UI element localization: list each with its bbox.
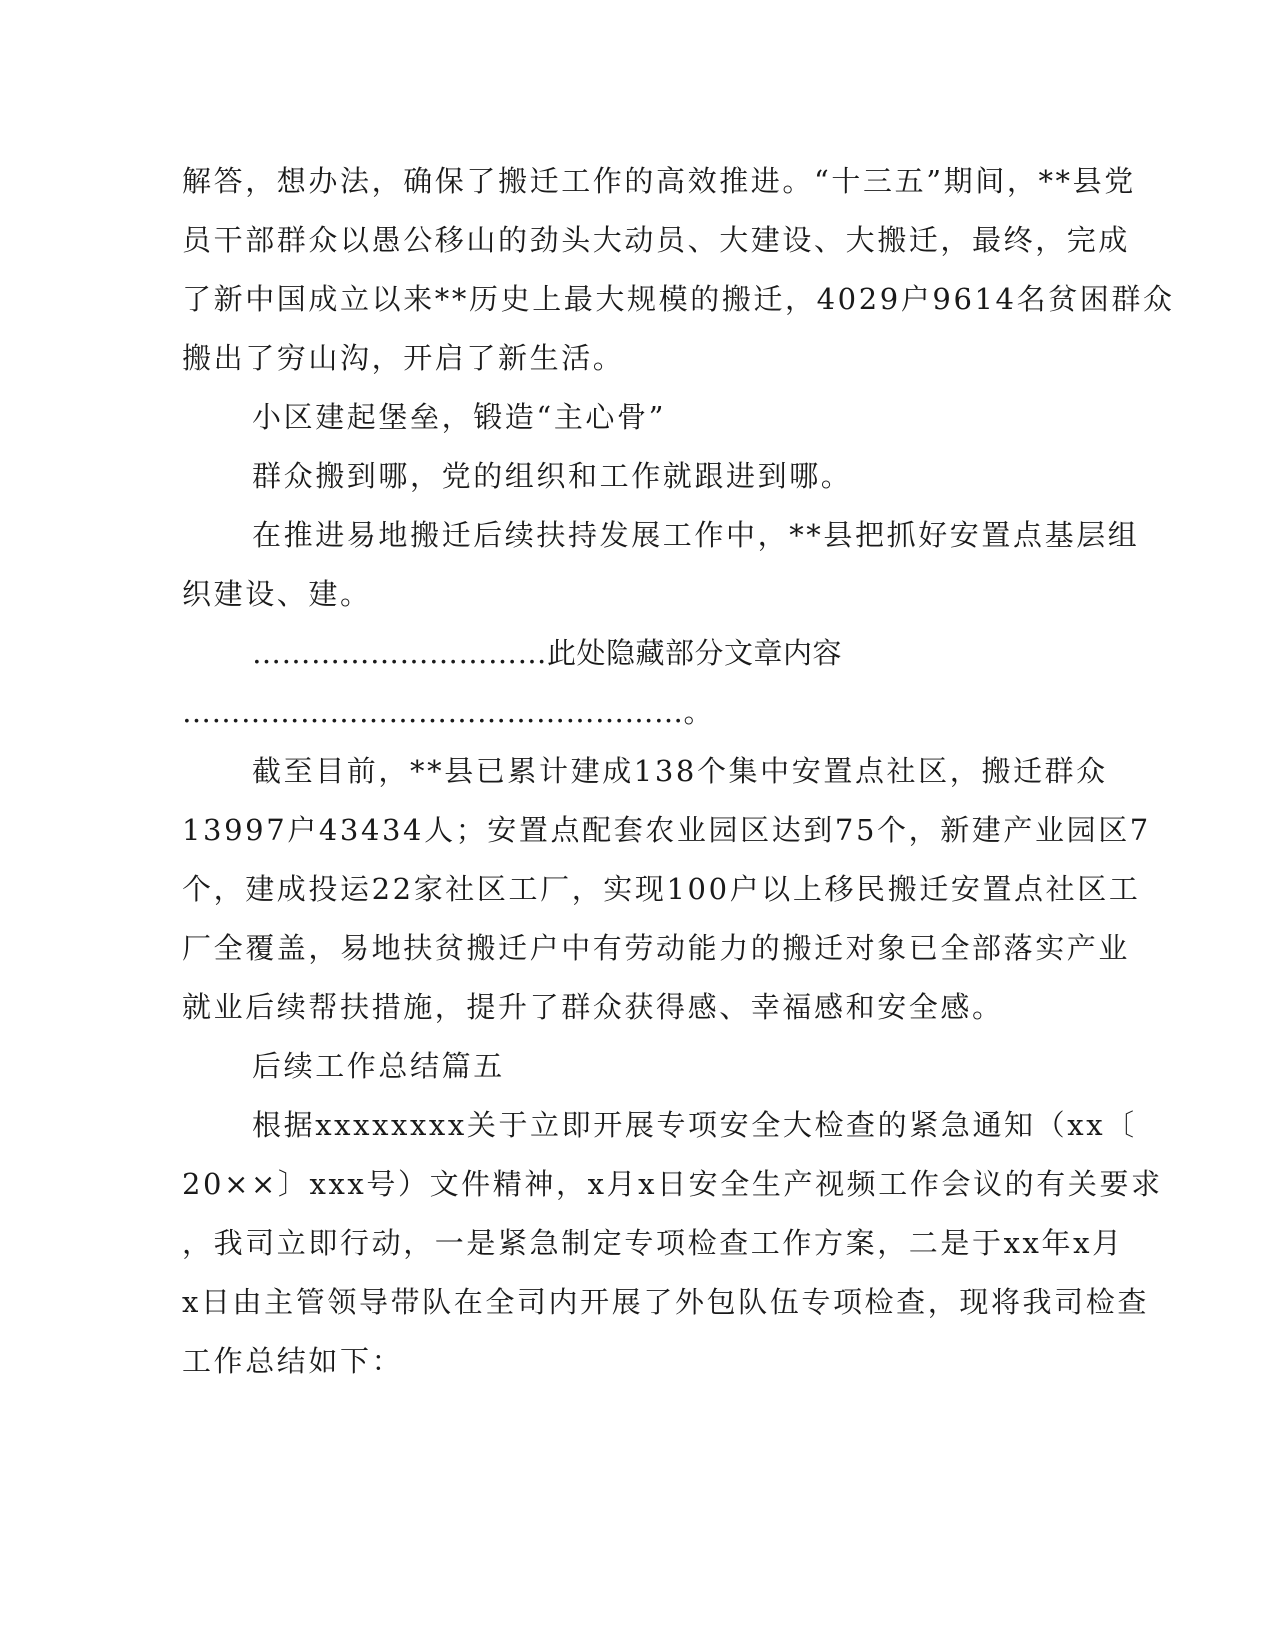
document-body bbox=[182, 152, 1175, 1391]
text-line: 搬出了穷山沟，开启了新生活。 bbox=[182, 341, 625, 375]
text-line: 截至目前，**县已累计建成138个集中安置点社区，搬迁群众 bbox=[252, 754, 1108, 788]
text-line: 个，建成投运22家社区工厂，实现100户以上移民搬迁安置点社区工 bbox=[182, 872, 1141, 906]
section-heading: 小区建起堡垒，锻造“主心骨” bbox=[252, 400, 667, 434]
text-line: ，我司立即行动，一是紧急制定专项检查工作方案，二是于xx年x月 bbox=[182, 1226, 1124, 1260]
text-line: 根据xxxxxxxx关于立即开展专项安全大检查的紧急通知（xx〔 bbox=[252, 1108, 1137, 1142]
text-line: 就业后续帮扶措施，提升了群众获得感、幸福感和安全感。 bbox=[182, 990, 1004, 1024]
text-line: 厂全覆盖，易地扶贫搬迁户中有劳动能力的搬迁对象已全部落实产业 bbox=[182, 931, 1131, 965]
text-line: x日由主管领导带队在全司内开展了外包队伍专项检查，现将我司检查 bbox=[182, 1285, 1149, 1319]
text-line: 员干部群众以愚公移山的劲头大动员、大建设、大搬迁，最终，完成 bbox=[182, 223, 1131, 257]
text-line: 20××〕xxx号）文件精神，x月x日安全生产视频工作会议的有关要求 bbox=[182, 1167, 1163, 1201]
hidden-content-dots: ……………………………………………。 bbox=[182, 695, 714, 729]
section-title: 后续工作总结篇五 bbox=[252, 1049, 505, 1083]
text-line: 织建设、建。 bbox=[182, 577, 372, 611]
text-line: 在推进易地搬迁后续扶持发展工作中，**县把抓好安置点基层组 bbox=[252, 518, 1140, 552]
text-line: 解答，想办法，确保了搬迁工作的高效推进。“十三五”期间，**县党 bbox=[182, 164, 1136, 198]
text-line: 了新中国成立以来**历史上最大规模的搬迁，4029户9614名贫困群众 bbox=[182, 282, 1175, 316]
text-line: 工作总结如下： bbox=[182, 1344, 404, 1378]
hidden-content-notice: …………………………此处隐藏部分文章内容 bbox=[252, 636, 843, 670]
text-line: 群众搬到哪，党的组织和工作就跟进到哪。 bbox=[252, 459, 853, 493]
text-line: 13997户43434人；安置点配套农业园区达到75个，新建产业园区7 bbox=[182, 813, 1151, 847]
